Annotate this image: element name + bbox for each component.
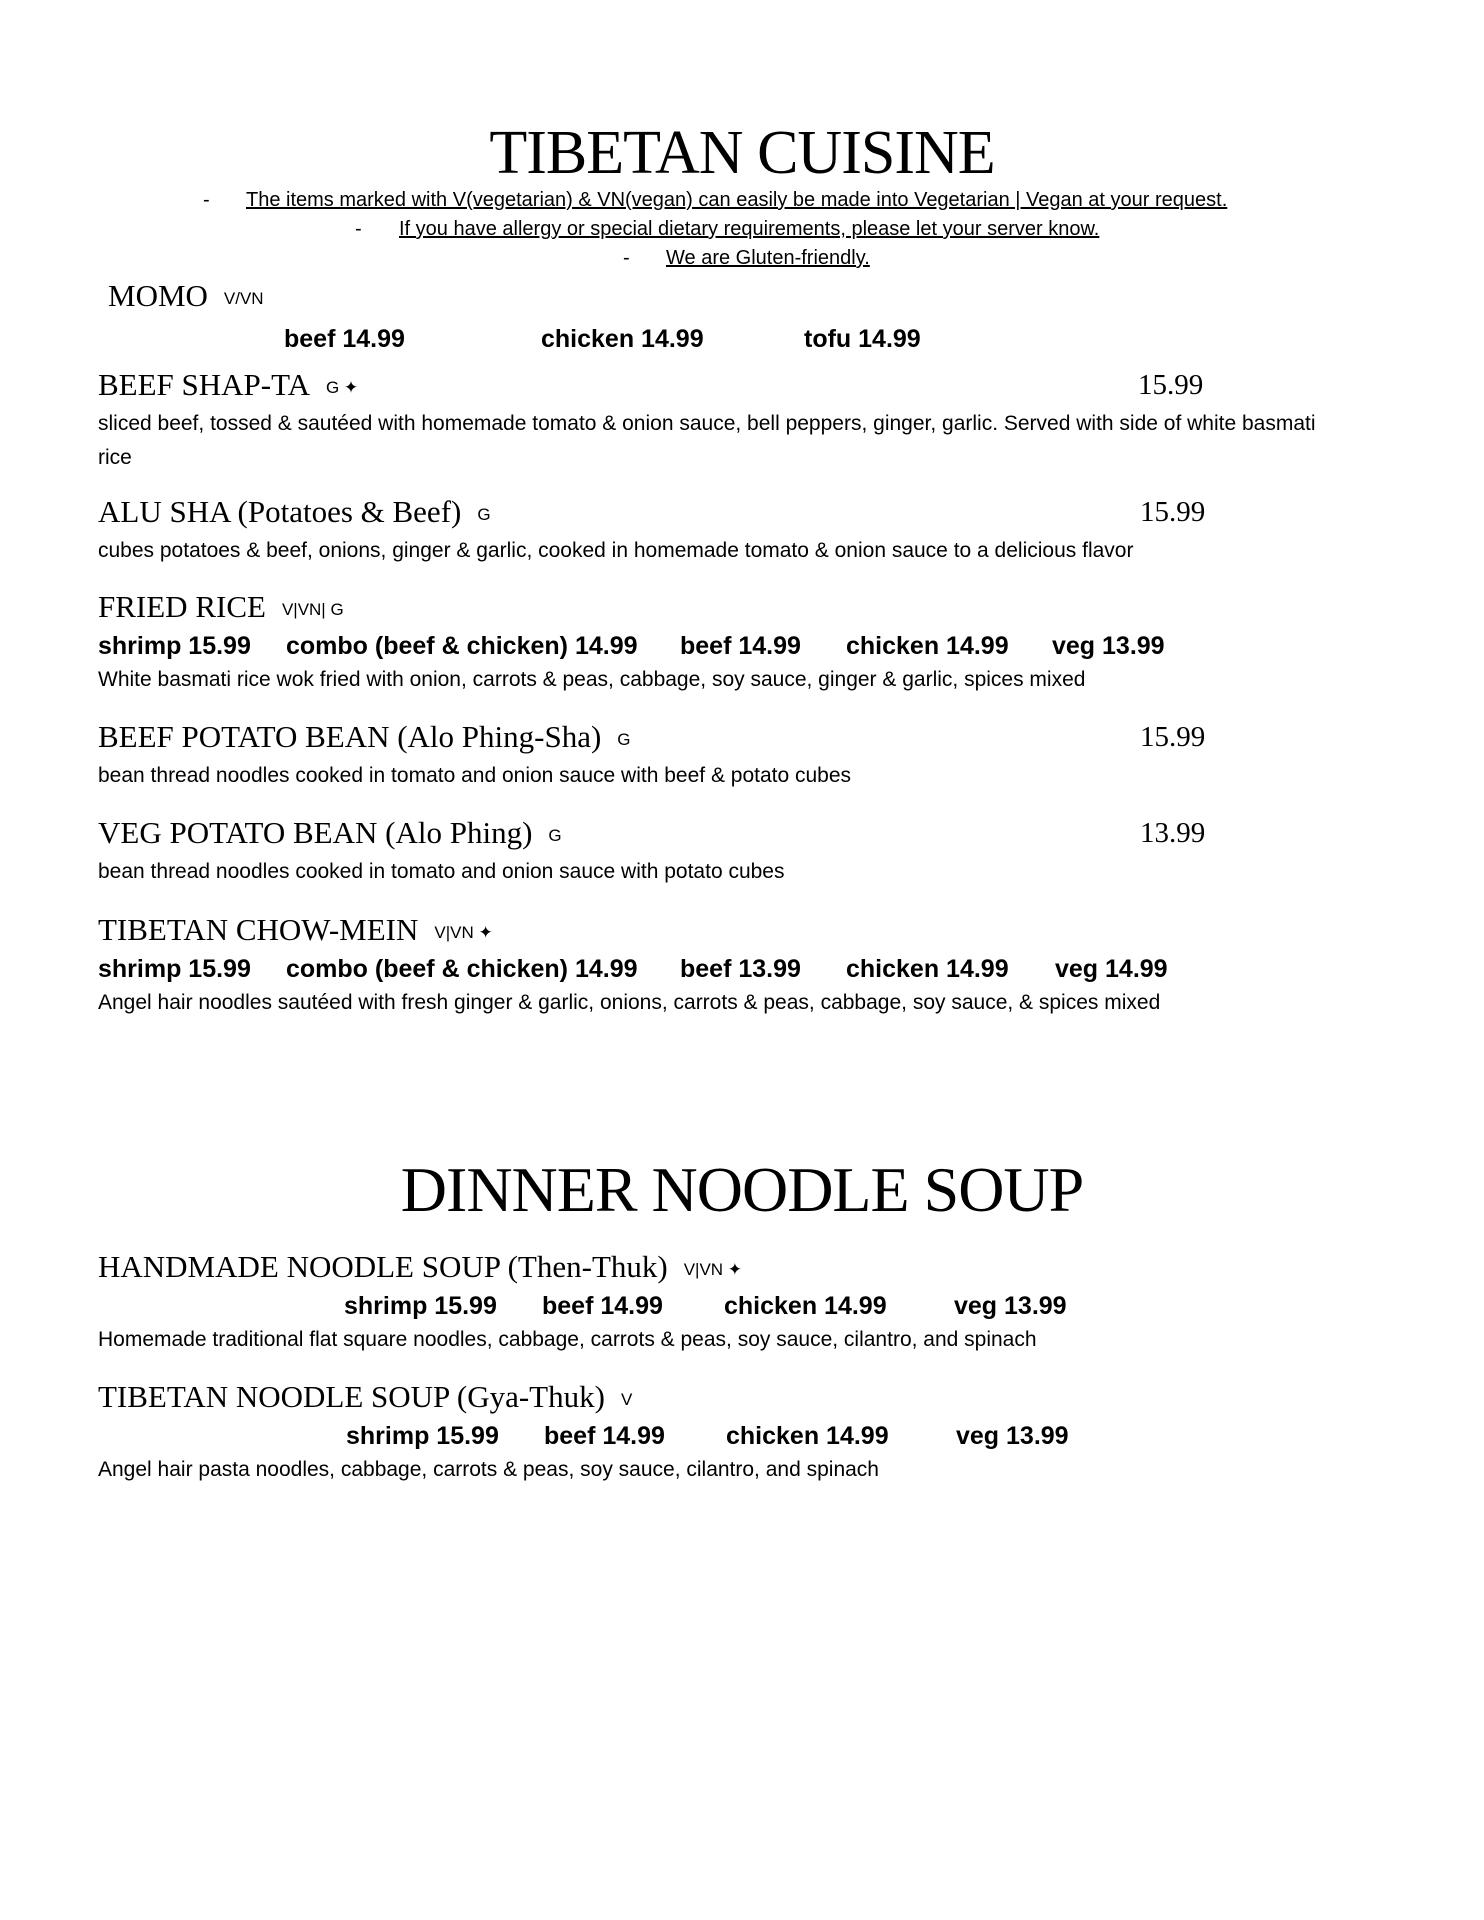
item-price: 15.99 [1140,721,1206,753]
price-option: combo (beef & chicken) 14.99 [286,955,638,983]
item-name: TIBETAN NOODLE SOUP (Gya-Thuk) V [98,1379,633,1414]
dietary-tags: V/VN [223,289,264,308]
price-option: chicken 14.99 [726,1422,889,1450]
menu-item-then-thuk [98,1248,1428,1357]
item-description: sliced beef, tossed & sautéed with homemade tomato & onion sauce, bell peppers, ginger, garlic. Served with side of white basmati rice [98,412,1316,469]
price-option: veg 13.99 [954,1292,1067,1320]
item-description: cubes potatoes & beef, onions, ginger & garlic, cooked in homemade tomato & onion sauce to a delicious flavor [98,539,1134,562]
dietary-tags: V|VN| G [281,600,344,619]
item-description: Homemade traditional flat square noodles, cabbage, carrots & peas, soy sauce, cilantro, and spinach [98,1328,1037,1351]
price-options [108,322,1438,356]
item-description: White basmati rice wok fried with onion, carrots & peas, cabbage, soy sauce, ginger & garlic, spices mixed [98,668,1086,691]
price-option: chicken 14.99 [846,955,1009,983]
dietary-tags: G [548,826,562,845]
section-title-tibetan-cuisine: TIBETAN CUISINE [489,119,995,187]
price-options [98,629,1428,663]
item-name: BEEF POTATO BEAN (Alo Phing-Sha) G [98,719,631,754]
dietary-tags: G [477,505,491,524]
item-name: TIBETAN CHOW-MEIN V|VN ✦ [98,912,493,947]
price-option: veg 13.99 [956,1422,1069,1450]
item-description: Angel hair pasta noodles, cabbage, carrots & peas, soy sauce, cilantro, and spinach [98,1458,879,1481]
item-name: FRIED RICE V|VN| G [98,589,344,624]
note-bullet: - [203,189,210,211]
price-option: veg 14.99 [1055,955,1168,983]
price-option: shrimp 15.99 [344,1292,497,1320]
note-text: We are Gluten-friendly. [666,247,870,269]
price-option: shrimp 15.99 [98,632,251,660]
price-options [98,952,1428,986]
section-title-dinner-noodle-soup: DINNER NOODLE SOUP [400,1154,1084,1225]
price-option: chicken 14.99 [846,632,1009,660]
item-name: VEG POTATO BEAN (Alo Phing) G [98,815,562,850]
menu-item-gya-thuk [98,1378,1428,1487]
price-option: beef 14.99 [542,1292,663,1320]
price-option: tofu 14.99 [804,325,921,353]
item-description: bean thread noodles cooked in tomato and onion sauce with potato cubes [98,860,785,883]
price-option: beef 13.99 [680,955,801,983]
menu-item-beef-shap-ta [98,366,1428,475]
item-description: Angel hair noodles sautéed with fresh ginger & garlic, onions, carrots & peas, cabbage, soy sauce, & spices mixed [98,991,1161,1014]
price-options [98,1289,1428,1323]
price-option: beef 14.99 [544,1422,665,1450]
price-option: beef 14.99 [284,325,405,353]
price-options [98,1419,1428,1453]
note-text: If you have allergy or special dietary requirements, please let your server know. [399,218,1100,240]
dietary-tags: V|VN ✦ [434,923,493,942]
note-bullet: - [623,247,630,269]
note-text: The items marked with V(vegetarian) & VN(vegan) can easily be made into Vegetarian | Vegan at your request. [246,189,1228,211]
price-option: shrimp 15.99 [346,1422,499,1450]
menu-item-tibetan-chow-mein [98,911,1428,1020]
price-option: chicken 14.99 [541,325,704,353]
item-name: MOMO V/VN [108,278,264,313]
item-price: 15.99 [1138,369,1204,401]
item-description: bean thread noodles cooked in tomato and onion sauce with beef & potato cubes [98,764,852,787]
price-option: shrimp 15.99 [98,955,251,983]
menu-item-fried-rice [98,588,1428,697]
price-option: chicken 14.99 [724,1292,887,1320]
item-price: 13.99 [1140,817,1206,849]
item-name: ALU SHA (Potatoes & Beef) G [98,494,491,529]
price-option: combo (beef & chicken) 14.99 [286,632,638,660]
dietary-tags: V [620,1390,633,1409]
dietary-tags: G [617,730,631,749]
menu-item-alu-sha [98,493,1428,568]
item-name: HANDMADE NOODLE SOUP (Then-Thuk) V|VN ✦ [98,1249,743,1284]
menu-item-momo [108,277,1438,356]
item-name: BEEF SHAP-TA G ✦ [98,367,359,402]
price-option: veg 13.99 [1052,632,1165,660]
note-bullet: - [355,218,362,240]
menu-item-beef-potato-bean [98,718,1428,793]
dietary-tags: V|VN ✦ [683,1260,743,1279]
menu-item-veg-potato-bean [98,814,1428,889]
dietary-tags: G ✦ [325,378,359,397]
item-price: 15.99 [1140,496,1206,528]
price-option: beef 14.99 [680,632,801,660]
